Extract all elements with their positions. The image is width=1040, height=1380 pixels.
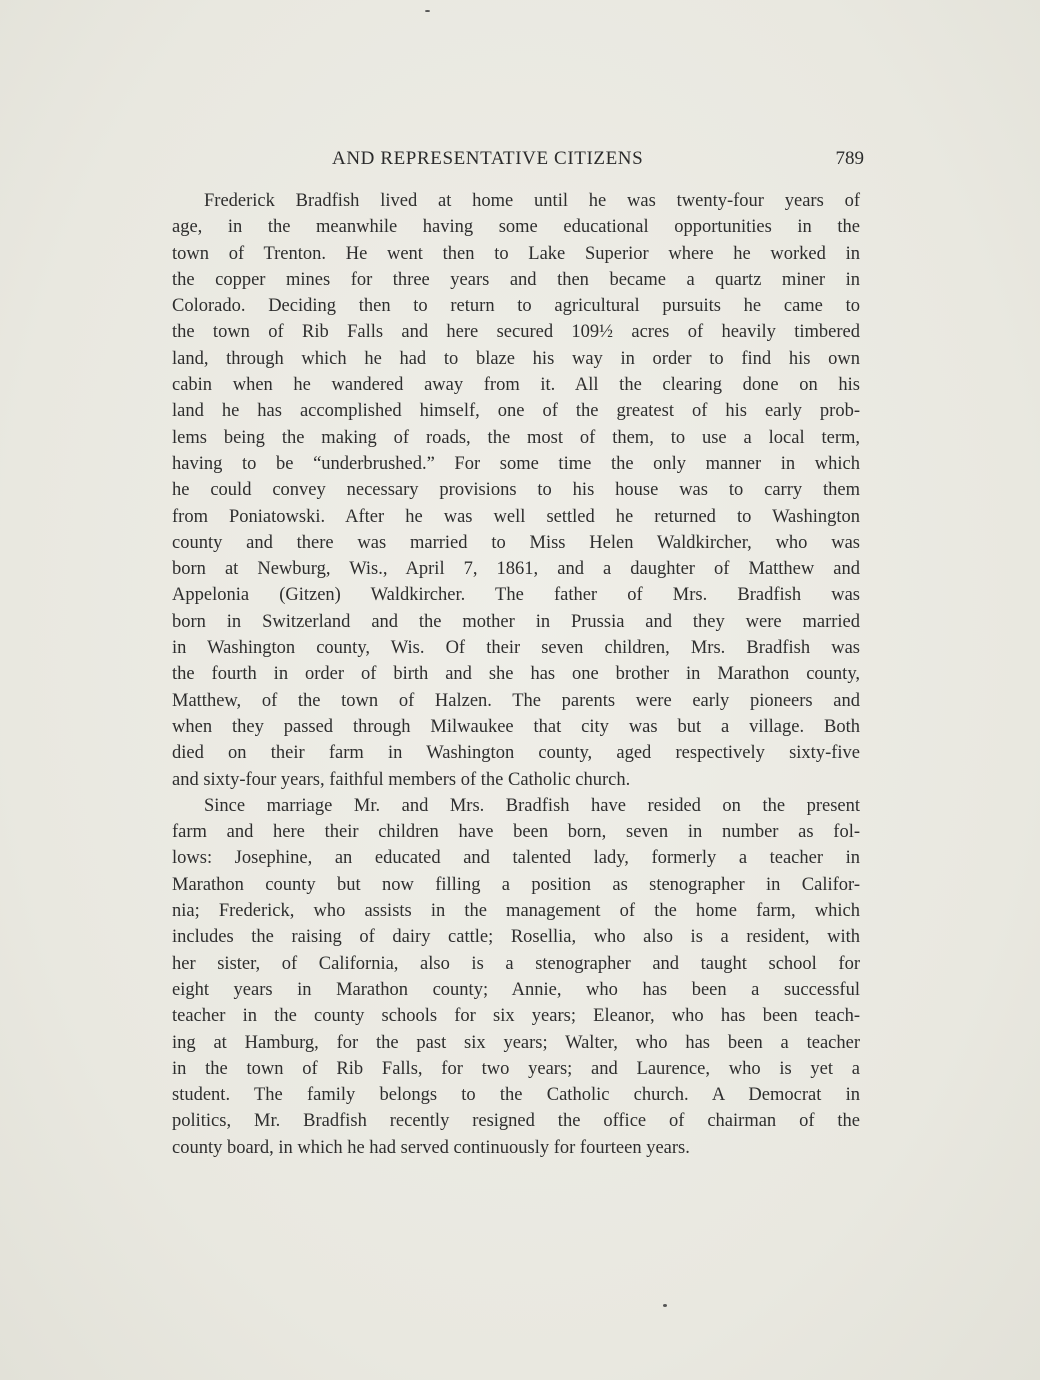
text-line: Appelonia (Gitzen) Waldkircher. The father of Mrs. Bradfish was <box>172 585 860 606</box>
text-line: having to be “underbrushed.” For some time the only manner in which <box>172 453 860 474</box>
text-line: Matthew, of the town of Halzen. The parents were early pioneers and <box>172 690 860 711</box>
text-line: the town of Rib Falls and here secured 109½ acres of heavily timbered <box>172 322 860 343</box>
text-line: teacher in the county schools for six years; Eleanor, who has been teach- <box>172 1006 860 1027</box>
text-line: farm and here their children have been born, seven in number as fol- <box>172 822 860 843</box>
text-line: died on their farm in Washington county, aged respectively sixty-five <box>172 743 860 764</box>
text-line: politics, Mr. Bradfish recently resigned the office of chairman of the <box>172 1111 860 1132</box>
text-line: Frederick Bradfish lived at home until he was twenty-four years of <box>204 191 860 211</box>
text-line: land he has accomplished himself, one of the greatest of his early prob- <box>172 401 860 422</box>
text-line: when they passed through Milwaukee that city was but a village. Both <box>172 716 860 737</box>
text-line: nia; Frederick, who assists in the management of the home farm, which <box>172 901 860 922</box>
text-line: lems being the making of roads, the most of them, to use a local term, <box>172 427 860 448</box>
print-speck-bottom <box>663 1304 667 1307</box>
print-speck-top <box>425 10 430 12</box>
page-number: 789 <box>835 148 864 169</box>
text-line: Marathon county but now filling a position as stenographer in Califor- <box>172 874 860 895</box>
text-line: age, in the meanwhile having some educational opportunities in the <box>172 217 860 238</box>
text-line: Colorado. Deciding then to return to agricultural pursuits he came to <box>172 296 860 317</box>
text-line: cabin when he wandered away from it. All the clearing done on his <box>172 375 860 396</box>
text-line: born at Newburg, Wis., April 7, 1861, and a daughter of Matthew and <box>172 559 860 580</box>
text-line: county and there was married to Miss Helen Waldkircher, who was <box>172 532 860 553</box>
text-line: in the town of Rib Falls, for two years; and Laurence, who is yet a <box>172 1058 860 1079</box>
text-line: eight years in Marathon county; Annie, who has been a successful <box>172 979 860 1000</box>
paragraph-2 <box>172 793 860 1161</box>
text-line: the copper mines for three years and then became a quartz miner in <box>172 269 860 290</box>
paragraph-1 <box>172 188 860 793</box>
text-line: student. The family belongs to the Catholic church. A Democrat in <box>172 1085 860 1106</box>
text-line: the fourth in order of birth and she has one brother in Marathon county, <box>172 664 860 685</box>
running-title: AND REPRESENTATIVE CITIZENS <box>332 148 644 169</box>
text-line: and sixty-four years, faithful members of the Catholic church. <box>172 769 631 790</box>
text-line: born in Switzerland and the mother in Prussia and they were married <box>172 611 860 632</box>
text-line: ing at Hamburg, for the past six years; Walter, who has been a teacher <box>172 1032 860 1053</box>
text-line: town of Trenton. He went then to Lake Superior where he worked in <box>172 243 860 264</box>
text-line: from Poniatowski. After he was well settled he returned to Washington <box>172 506 860 527</box>
body-text <box>172 188 860 1161</box>
text-line: Since marriage Mr. and Mrs. Bradfish have resided on the present <box>204 795 860 816</box>
text-line: land, through which he had to blaze his way in order to find his own <box>172 348 860 369</box>
text-line: county board, in which he had served continuously for fourteen years. <box>172 1137 690 1158</box>
running-head <box>172 146 864 172</box>
text-line: in Washington county, Wis. Of their seven children, Mrs. Bradfish was <box>172 638 860 659</box>
text-line: he could convey necessary provisions to his house was to carry them <box>172 480 860 501</box>
text-line: her sister, of California, also is a stenographer and taught school for <box>172 953 860 974</box>
text-line: lows: Josephine, an educated and talented lady, formerly a teacher in <box>172 848 860 869</box>
text-line: includes the raising of dairy cattle; Rosellia, who also is a resident, with <box>172 927 860 948</box>
